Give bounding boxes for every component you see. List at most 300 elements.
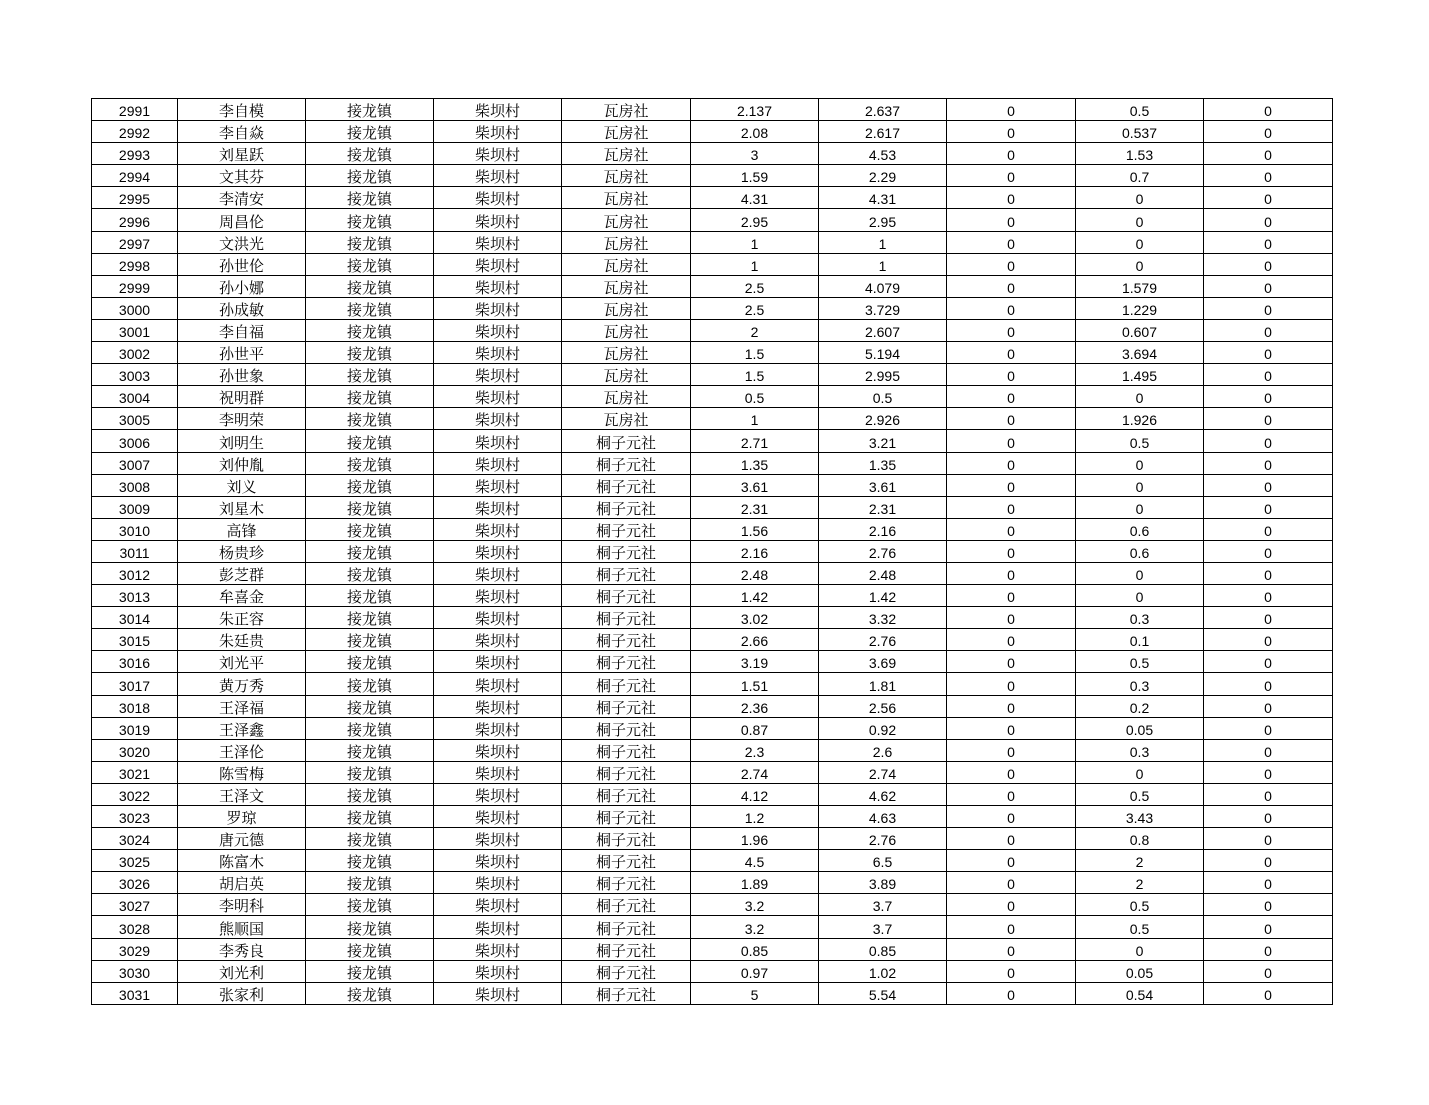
cell-group: 桐子元社 [562, 474, 691, 496]
cell-town: 接龙镇 [306, 430, 434, 452]
cell-value-d: 0 [1076, 253, 1204, 275]
cell-name: 刘星跃 [178, 143, 306, 165]
cell-value-a: 1 [691, 253, 819, 275]
cell-value-b: 2.76 [819, 828, 947, 850]
cell-value-a: 0.97 [691, 960, 819, 982]
cell-value-a: 0.85 [691, 938, 819, 960]
table-row [92, 629, 1333, 651]
cell-record-id: 3028 [92, 916, 178, 938]
cell-value-b: 2.56 [819, 695, 947, 717]
cell-group: 桐子元社 [562, 540, 691, 562]
cell-group: 瓦房社 [562, 121, 691, 143]
cell-value-d: 0.5 [1076, 99, 1204, 121]
cell-village: 柴坝村 [434, 430, 562, 452]
table-row [92, 739, 1333, 761]
cell-value-b: 2.48 [819, 562, 947, 584]
cell-group: 桐子元社 [562, 562, 691, 584]
cell-value-e: 0 [1204, 872, 1333, 894]
cell-name: 彭芝群 [178, 562, 306, 584]
cell-value-a: 3.2 [691, 894, 819, 916]
cell-value-e: 0 [1204, 739, 1333, 761]
cell-value-e: 0 [1204, 717, 1333, 739]
cell-record-id: 3020 [92, 739, 178, 761]
cell-value-d: 0.5 [1076, 783, 1204, 805]
cell-value-c: 0 [947, 562, 1076, 584]
cell-group: 桐子元社 [562, 739, 691, 761]
cell-value-e: 0 [1204, 408, 1333, 430]
cell-village: 柴坝村 [434, 872, 562, 894]
cell-group: 桐子元社 [562, 717, 691, 739]
cell-value-d: 0.5 [1076, 651, 1204, 673]
cell-record-id: 2998 [92, 253, 178, 275]
cell-record-id: 3019 [92, 717, 178, 739]
cell-name: 孙世伦 [178, 253, 306, 275]
cell-value-c: 0 [947, 607, 1076, 629]
table-row [92, 253, 1333, 275]
cell-record-id: 3024 [92, 828, 178, 850]
cell-value-b: 3.89 [819, 872, 947, 894]
cell-value-e: 0 [1204, 850, 1333, 872]
cell-group: 桐子元社 [562, 496, 691, 518]
cell-record-id: 3030 [92, 960, 178, 982]
table-row [92, 319, 1333, 341]
cell-name: 朱廷贵 [178, 629, 306, 651]
cell-value-c: 0 [947, 496, 1076, 518]
cell-value-c: 0 [947, 717, 1076, 739]
cell-value-c: 0 [947, 938, 1076, 960]
cell-value-b: 3.729 [819, 297, 947, 319]
cell-village: 柴坝村 [434, 143, 562, 165]
cell-record-id: 3001 [92, 319, 178, 341]
cell-value-e: 0 [1204, 496, 1333, 518]
cell-record-id: 2995 [92, 187, 178, 209]
cell-village: 柴坝村 [434, 585, 562, 607]
cell-town: 接龙镇 [306, 651, 434, 673]
cell-village: 柴坝村 [434, 319, 562, 341]
cell-name: 文洪光 [178, 231, 306, 253]
cell-value-b: 1.42 [819, 585, 947, 607]
cell-value-e: 0 [1204, 562, 1333, 584]
cell-record-id: 2996 [92, 209, 178, 231]
cell-value-b: 5.194 [819, 342, 947, 364]
cell-value-c: 0 [947, 430, 1076, 452]
cell-value-e: 0 [1204, 297, 1333, 319]
cell-name: 李清安 [178, 187, 306, 209]
cell-value-a: 1.2 [691, 806, 819, 828]
cell-group: 瓦房社 [562, 386, 691, 408]
table-row [92, 562, 1333, 584]
cell-village: 柴坝村 [434, 297, 562, 319]
cell-name: 刘光平 [178, 651, 306, 673]
cell-record-id: 3003 [92, 364, 178, 386]
cell-value-a: 1.51 [691, 673, 819, 695]
cell-value-d: 0.3 [1076, 673, 1204, 695]
cell-name: 李明科 [178, 894, 306, 916]
cell-value-c: 0 [947, 408, 1076, 430]
cell-value-a: 2.95 [691, 209, 819, 231]
cell-record-id: 3021 [92, 761, 178, 783]
cell-group: 瓦房社 [562, 342, 691, 364]
cell-record-id: 3014 [92, 607, 178, 629]
cell-value-e: 0 [1204, 960, 1333, 982]
cell-value-d: 2 [1076, 850, 1204, 872]
cell-value-a: 0.5 [691, 386, 819, 408]
cell-record-id: 3002 [92, 342, 178, 364]
cell-value-c: 0 [947, 319, 1076, 341]
cell-town: 接龙镇 [306, 452, 434, 474]
cell-group: 瓦房社 [562, 408, 691, 430]
cell-record-id: 3022 [92, 783, 178, 805]
cell-value-a: 2.5 [691, 297, 819, 319]
cell-value-b: 3.61 [819, 474, 947, 496]
cell-value-b: 2.95 [819, 209, 947, 231]
table-row [92, 960, 1333, 982]
table-row [92, 408, 1333, 430]
cell-value-d: 0.5 [1076, 916, 1204, 938]
cell-value-a: 2.08 [691, 121, 819, 143]
table-row [92, 275, 1333, 297]
cell-value-e: 0 [1204, 99, 1333, 121]
cell-group: 瓦房社 [562, 364, 691, 386]
cell-record-id: 3016 [92, 651, 178, 673]
cell-value-d: 0.05 [1076, 960, 1204, 982]
cell-village: 柴坝村 [434, 408, 562, 430]
cell-record-id: 3005 [92, 408, 178, 430]
cell-name: 孙成敏 [178, 297, 306, 319]
cell-value-a: 2.5 [691, 275, 819, 297]
cell-town: 接龙镇 [306, 209, 434, 231]
cell-value-a: 1 [691, 231, 819, 253]
cell-value-c: 0 [947, 585, 1076, 607]
cell-value-c: 0 [947, 99, 1076, 121]
cell-record-id: 3007 [92, 452, 178, 474]
table-row [92, 540, 1333, 562]
cell-value-d: 0 [1076, 452, 1204, 474]
cell-town: 接龙镇 [306, 982, 434, 1004]
cell-town: 接龙镇 [306, 828, 434, 850]
cell-record-id: 3017 [92, 673, 178, 695]
cell-value-b: 6.5 [819, 850, 947, 872]
cell-village: 柴坝村 [434, 275, 562, 297]
cell-value-d: 0.6 [1076, 540, 1204, 562]
cell-name: 牟喜金 [178, 585, 306, 607]
cell-group: 桐子元社 [562, 651, 691, 673]
cell-group: 桐子元社 [562, 894, 691, 916]
cell-name: 李自焱 [178, 121, 306, 143]
cell-record-id: 3008 [92, 474, 178, 496]
cell-value-a: 3.02 [691, 607, 819, 629]
table-row [92, 673, 1333, 695]
cell-village: 柴坝村 [434, 717, 562, 739]
cell-value-a: 3.2 [691, 916, 819, 938]
table-row [92, 165, 1333, 187]
cell-village: 柴坝村 [434, 165, 562, 187]
cell-town: 接龙镇 [306, 474, 434, 496]
cell-name: 刘光利 [178, 960, 306, 982]
cell-name: 刘仲胤 [178, 452, 306, 474]
cell-value-c: 0 [947, 364, 1076, 386]
cell-value-e: 0 [1204, 187, 1333, 209]
cell-name: 王泽福 [178, 695, 306, 717]
cell-village: 柴坝村 [434, 518, 562, 540]
cell-value-c: 0 [947, 518, 1076, 540]
cell-name: 朱正容 [178, 607, 306, 629]
cell-value-c: 0 [947, 673, 1076, 695]
cell-group: 桐子元社 [562, 938, 691, 960]
table-row [92, 872, 1333, 894]
cell-town: 接龙镇 [306, 408, 434, 430]
cell-value-e: 0 [1204, 629, 1333, 651]
cell-value-d: 0 [1076, 585, 1204, 607]
table-row [92, 761, 1333, 783]
cell-value-c: 0 [947, 253, 1076, 275]
cell-town: 接龙镇 [306, 231, 434, 253]
cell-town: 接龙镇 [306, 342, 434, 364]
cell-group: 桐子元社 [562, 828, 691, 850]
cell-value-e: 0 [1204, 651, 1333, 673]
cell-village: 柴坝村 [434, 806, 562, 828]
cell-record-id: 3000 [92, 297, 178, 319]
cell-value-a: 2.36 [691, 695, 819, 717]
cell-village: 柴坝村 [434, 761, 562, 783]
cell-name: 高锋 [178, 518, 306, 540]
cell-value-d: 0.3 [1076, 607, 1204, 629]
cell-value-b: 3.7 [819, 916, 947, 938]
cell-value-a: 3 [691, 143, 819, 165]
cell-village: 柴坝村 [434, 960, 562, 982]
cell-value-c: 0 [947, 739, 1076, 761]
cell-value-e: 0 [1204, 540, 1333, 562]
cell-group: 桐子元社 [562, 607, 691, 629]
cell-value-e: 0 [1204, 319, 1333, 341]
cell-value-d: 0 [1076, 386, 1204, 408]
cell-name: 文其芬 [178, 165, 306, 187]
cell-value-d: 0.7 [1076, 165, 1204, 187]
cell-group: 瓦房社 [562, 231, 691, 253]
cell-name: 刘星木 [178, 496, 306, 518]
cell-value-e: 0 [1204, 364, 1333, 386]
cell-record-id: 3011 [92, 540, 178, 562]
cell-village: 柴坝村 [434, 342, 562, 364]
cell-value-a: 4.5 [691, 850, 819, 872]
cell-village: 柴坝村 [434, 187, 562, 209]
cell-value-b: 2.74 [819, 761, 947, 783]
cell-name: 陈富木 [178, 850, 306, 872]
cell-village: 柴坝村 [434, 474, 562, 496]
cell-value-c: 0 [947, 982, 1076, 1004]
cell-value-e: 0 [1204, 342, 1333, 364]
cell-town: 接龙镇 [306, 585, 434, 607]
cell-value-a: 4.12 [691, 783, 819, 805]
cell-village: 柴坝村 [434, 99, 562, 121]
cell-value-b: 3.32 [819, 607, 947, 629]
table-row [92, 474, 1333, 496]
cell-value-d: 0.3 [1076, 739, 1204, 761]
cell-town: 接龙镇 [306, 187, 434, 209]
cell-group: 桐子元社 [562, 629, 691, 651]
cell-value-c: 0 [947, 452, 1076, 474]
table-row [92, 938, 1333, 960]
cell-value-e: 0 [1204, 938, 1333, 960]
cell-value-b: 2.637 [819, 99, 947, 121]
cell-value-c: 0 [947, 850, 1076, 872]
cell-value-b: 2.607 [819, 319, 947, 341]
cell-village: 柴坝村 [434, 386, 562, 408]
cell-village: 柴坝村 [434, 894, 562, 916]
cell-value-b: 1.35 [819, 452, 947, 474]
cell-value-b: 2.16 [819, 518, 947, 540]
cell-name: 李明荣 [178, 408, 306, 430]
table-row [92, 850, 1333, 872]
cell-group: 瓦房社 [562, 99, 691, 121]
cell-town: 接龙镇 [306, 629, 434, 651]
cell-value-d: 0 [1076, 231, 1204, 253]
cell-value-a: 0.87 [691, 717, 819, 739]
table-row [92, 209, 1333, 231]
cell-value-a: 2.66 [691, 629, 819, 651]
cell-value-c: 0 [947, 695, 1076, 717]
cell-town: 接龙镇 [306, 540, 434, 562]
cell-village: 柴坝村 [434, 121, 562, 143]
cell-value-e: 0 [1204, 916, 1333, 938]
cell-value-b: 4.079 [819, 275, 947, 297]
cell-town: 接龙镇 [306, 562, 434, 584]
table-row [92, 297, 1333, 319]
cell-record-id: 3013 [92, 585, 178, 607]
cell-town: 接龙镇 [306, 673, 434, 695]
cell-record-id: 3025 [92, 850, 178, 872]
cell-group: 瓦房社 [562, 143, 691, 165]
cell-value-d: 3.694 [1076, 342, 1204, 364]
cell-value-a: 1.5 [691, 342, 819, 364]
cell-value-e: 0 [1204, 518, 1333, 540]
cell-value-c: 0 [947, 121, 1076, 143]
cell-value-b: 3.21 [819, 430, 947, 452]
cell-value-e: 0 [1204, 209, 1333, 231]
cell-town: 接龙镇 [306, 518, 434, 540]
cell-value-d: 1.229 [1076, 297, 1204, 319]
cell-village: 柴坝村 [434, 209, 562, 231]
cell-value-a: 1.5 [691, 364, 819, 386]
cell-value-b: 2.29 [819, 165, 947, 187]
cell-value-b: 4.53 [819, 143, 947, 165]
cell-value-a: 5 [691, 982, 819, 1004]
table-body [92, 99, 1333, 1005]
cell-village: 柴坝村 [434, 607, 562, 629]
cell-name: 周昌伦 [178, 209, 306, 231]
cell-group: 桐子元社 [562, 960, 691, 982]
cell-group: 桐子元社 [562, 916, 691, 938]
table-row [92, 496, 1333, 518]
cell-value-a: 1 [691, 408, 819, 430]
cell-value-d: 2 [1076, 872, 1204, 894]
cell-value-e: 0 [1204, 452, 1333, 474]
cell-village: 柴坝村 [434, 850, 562, 872]
cell-value-e: 0 [1204, 585, 1333, 607]
cell-town: 接龙镇 [306, 121, 434, 143]
cell-record-id: 3029 [92, 938, 178, 960]
cell-group: 瓦房社 [562, 209, 691, 231]
cell-value-e: 0 [1204, 231, 1333, 253]
cell-value-b: 2.926 [819, 408, 947, 430]
table-row [92, 342, 1333, 364]
cell-value-a: 1.35 [691, 452, 819, 474]
cell-town: 接龙镇 [306, 386, 434, 408]
cell-village: 柴坝村 [434, 629, 562, 651]
cell-value-a: 1.56 [691, 518, 819, 540]
cell-town: 接龙镇 [306, 739, 434, 761]
cell-value-c: 0 [947, 143, 1076, 165]
cell-name: 刘义 [178, 474, 306, 496]
cell-town: 接龙镇 [306, 364, 434, 386]
cell-value-b: 3.7 [819, 894, 947, 916]
cell-value-d: 0.05 [1076, 717, 1204, 739]
cell-value-d: 0 [1076, 496, 1204, 518]
cell-village: 柴坝村 [434, 231, 562, 253]
cell-name: 唐元德 [178, 828, 306, 850]
cell-town: 接龙镇 [306, 297, 434, 319]
table-row [92, 430, 1333, 452]
cell-town: 接龙镇 [306, 960, 434, 982]
cell-record-id: 3010 [92, 518, 178, 540]
cell-value-a: 1.42 [691, 585, 819, 607]
cell-value-c: 0 [947, 916, 1076, 938]
table-row [92, 894, 1333, 916]
cell-value-b: 1 [819, 231, 947, 253]
cell-value-d: 0.1 [1076, 629, 1204, 651]
cell-value-b: 5.54 [819, 982, 947, 1004]
cell-value-c: 0 [947, 806, 1076, 828]
cell-value-d: 0 [1076, 761, 1204, 783]
cell-village: 柴坝村 [434, 651, 562, 673]
table-row [92, 585, 1333, 607]
cell-value-b: 2.76 [819, 540, 947, 562]
cell-name: 李自模 [178, 99, 306, 121]
cell-town: 接龙镇 [306, 275, 434, 297]
cell-value-e: 0 [1204, 894, 1333, 916]
cell-village: 柴坝村 [434, 562, 562, 584]
cell-name: 祝明群 [178, 386, 306, 408]
cell-value-b: 4.63 [819, 806, 947, 828]
cell-value-e: 0 [1204, 474, 1333, 496]
cell-town: 接龙镇 [306, 761, 434, 783]
cell-record-id: 3015 [92, 629, 178, 651]
cell-group: 瓦房社 [562, 187, 691, 209]
cell-town: 接龙镇 [306, 894, 434, 916]
cell-value-c: 0 [947, 275, 1076, 297]
cell-group: 瓦房社 [562, 297, 691, 319]
cell-group: 桐子元社 [562, 850, 691, 872]
cell-group: 桐子元社 [562, 585, 691, 607]
cell-group: 桐子元社 [562, 783, 691, 805]
cell-name: 王泽文 [178, 783, 306, 805]
cell-record-id: 2994 [92, 165, 178, 187]
cell-value-a: 3.19 [691, 651, 819, 673]
cell-value-c: 0 [947, 783, 1076, 805]
cell-value-d: 0 [1076, 938, 1204, 960]
cell-value-e: 0 [1204, 386, 1333, 408]
cell-record-id: 2999 [92, 275, 178, 297]
cell-value-e: 0 [1204, 607, 1333, 629]
cell-value-c: 0 [947, 872, 1076, 894]
cell-name: 罗琼 [178, 806, 306, 828]
cell-value-a: 2.3 [691, 739, 819, 761]
table-row [92, 982, 1333, 1004]
cell-town: 接龙镇 [306, 607, 434, 629]
cell-value-c: 0 [947, 187, 1076, 209]
cell-name: 胡启英 [178, 872, 306, 894]
cell-name: 陈雪梅 [178, 761, 306, 783]
